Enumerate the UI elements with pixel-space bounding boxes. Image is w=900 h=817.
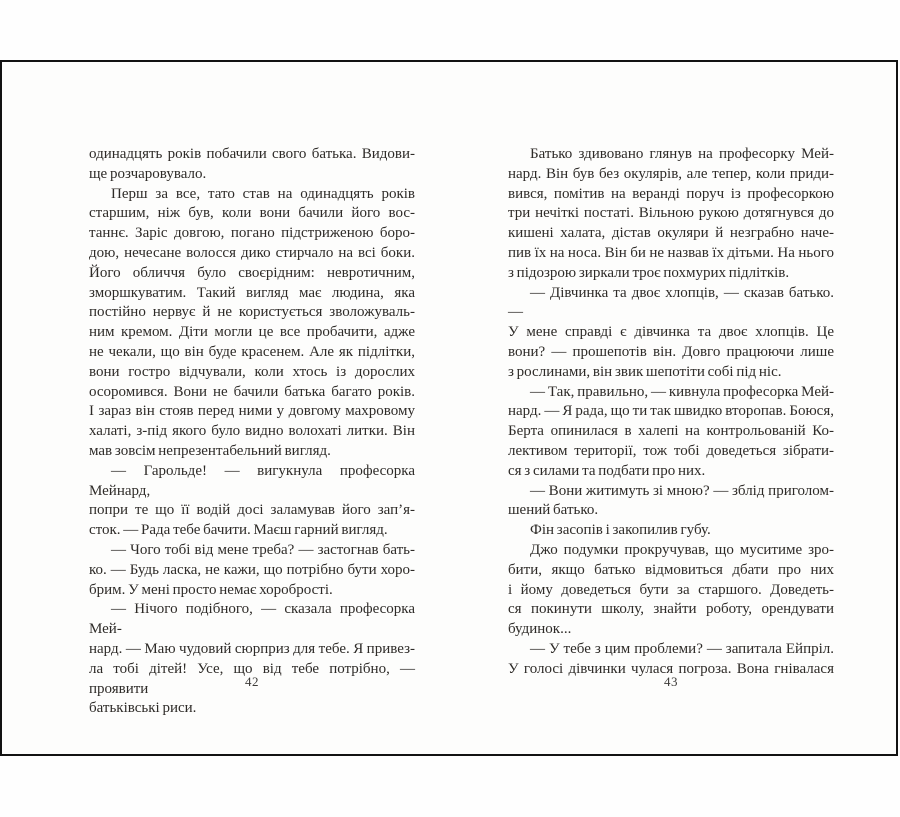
text-line: одинадцять років побачили свого батька. Видови- <box>89 146 415 162</box>
text-line: вони гостро відчували, коли хтось із дорослих <box>89 363 415 380</box>
page-left-number: 42 <box>245 674 259 689</box>
text-line: вони? — прошепотів він. Довго працюючи лише <box>508 343 834 360</box>
text-line: не чекали, що він буде красенем. Але як підлітки, <box>89 343 415 360</box>
text-line: осоромився. Вони не бачили батька багато років. <box>89 383 415 400</box>
text-line: ла тобі дітей! Усе, що від тебе потрібно, — проявити <box>89 660 415 697</box>
text-line: таннє. Заріс довгою, погано підстриженою боро- <box>89 225 415 242</box>
text-line: — Гарольде! — вигукнула професорка Мейнард, <box>89 462 415 499</box>
text-line: — Вони житимуть зі мною? — зблід приголом- <box>530 482 834 499</box>
text-line: будинок... <box>508 621 572 638</box>
text-line: Його обличчя було своєрідним: невротичним, <box>89 264 415 281</box>
page-right-text-column <box>508 145 834 680</box>
text-line: з рослинами, він звик шепотіти собі під ніс. <box>508 363 782 380</box>
text-line: У голосі дівчинки чулася погроза. Вона гнівалася <box>508 660 834 677</box>
text-line: Фін засопів і закопилив губу. <box>530 522 711 539</box>
text-line: Перш за все, тато став на одинадцять років <box>111 185 415 202</box>
text-line: Батько здивовано глянув на професорку Мей- <box>530 146 834 162</box>
text-line: Берта опинилася в халепі на контрольованій Ко- <box>508 423 834 440</box>
text-line: лективом території, тож тобі доведеться зібрати- <box>508 442 834 459</box>
text-line: сток. — Рада тебе бачити. Маєш гарний вигляд. <box>89 522 388 539</box>
text-line: — Чого тобі від мене треба? — застогнав бать- <box>111 541 415 558</box>
text-line: дою, нечесане волосся дико стирчало на всі боки. <box>89 244 415 261</box>
text-line: вився, помітив на веранді поруч із професоркою <box>508 185 834 202</box>
text-line: батьківські риси. <box>89 700 197 717</box>
text-line: нард. Він був без окулярів, але тепер, коли приди- <box>508 165 834 182</box>
text-line: з підозрою зиркали троє похмурих підлітків. <box>508 264 790 281</box>
text-line: — Дівчинка та двоє хлопців, — сказав батько. — <box>508 284 834 321</box>
text-line: Джо подумки прокручував, що муситиме зро- <box>530 541 834 558</box>
page-left-text-column <box>89 145 415 719</box>
text-line: нард. — Я рада, що ти так швидко второпав. Боюся, <box>508 403 834 420</box>
text-line: мав зовсім непрезентабельний вигляд. <box>89 442 331 459</box>
text-line: — У тебе з цим проблеми? — запитала Ейпріл. <box>530 640 834 657</box>
text-line: і йому доведеться бути за старшого. Доведеть- <box>508 581 834 598</box>
text-line: ся з силами та подбати про них. <box>508 462 706 479</box>
text-line: три нечіткі постаті. Вільною рукою дотягнувся до <box>508 205 834 222</box>
text-line: пив їх на носа. Він би не назвав їх дітьми. На нього <box>508 244 834 261</box>
text-line: постійно нервує й не користується зволожуваль- <box>89 304 415 321</box>
text-line: ще розчаровувало. <box>89 165 207 182</box>
text-line: брим. У мені просто немає хоробрості. <box>89 581 333 598</box>
text-line: шений батько. <box>508 502 599 519</box>
text-line: І зараз він стояв перед ними у довгому махровому <box>89 403 415 420</box>
book-spread-frame <box>0 60 898 756</box>
text-line: У мене справді є дівчинка та двоє хлопців. Це <box>508 324 834 341</box>
page-right-number: 43 <box>664 674 678 689</box>
text-line: бити, якщо батько відмовиться дбати про них <box>508 561 834 578</box>
text-line: ся покинути школу, знайти роботу, орендувати <box>508 601 834 618</box>
text-line: — Так, правильно, — кивнула професорка Мей- <box>530 383 834 400</box>
text-line: ним кремом. Діти могли це все пробачити, адже <box>89 324 415 341</box>
text-line: ко. — Будь ласка, не кажи, що потрібно бути хоро- <box>89 561 415 578</box>
text-line: зморшкуватим. Такий вигляд має людина, яка <box>89 284 415 301</box>
text-line: нард. — Маю чудовий сюрприз для тебе. Я привез- <box>89 640 415 657</box>
text-line: попри те що її водій досі заламував його зап’я- <box>89 502 415 519</box>
text-line: халаті, з-під якого було видно волохаті литки. Він <box>89 423 415 440</box>
text-line: — Нічого подібного, — сказала професорка Мей- <box>89 601 415 638</box>
text-line: старшим, ніж був, коли вони бачили його вос- <box>89 205 415 222</box>
text-line: кишені халата, дістав окуляри й незграбно наче- <box>508 225 834 242</box>
